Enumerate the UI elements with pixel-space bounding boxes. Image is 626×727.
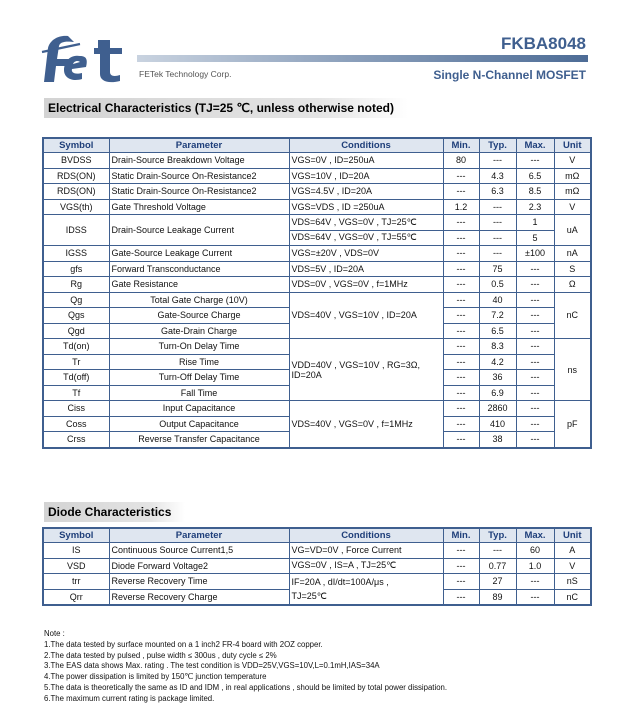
typ-cell: 6.9 xyxy=(479,385,516,401)
min-cell: --- xyxy=(443,370,479,386)
col-symbol: Symbol xyxy=(43,528,109,543)
min-cell: --- xyxy=(443,261,479,277)
conditions-cell: VDD=40V , VGS=10V , RG=3Ω, xyxy=(289,339,443,370)
typ-cell: --- xyxy=(479,246,516,262)
table-row xyxy=(43,261,591,277)
max-cell: 1 xyxy=(516,215,554,231)
col-unit: Unit xyxy=(554,138,591,153)
col-parameter: Parameter xyxy=(109,528,289,543)
unit-cell: V xyxy=(554,153,591,169)
min-cell: 1.2 xyxy=(443,199,479,215)
min-cell: --- xyxy=(443,339,479,355)
unit-cell: A xyxy=(554,543,591,559)
max-cell: 2.3 xyxy=(516,199,554,215)
typ-cell: 75 xyxy=(479,261,516,277)
note-item: 1.The data tested by surface mounted on a 1 inch2 FR-4 board with 2OZ copper. xyxy=(44,639,323,649)
table-row xyxy=(43,153,591,169)
min-cell: --- xyxy=(443,589,479,605)
company-name: FETek Technology Corp. xyxy=(139,69,232,79)
conditions-cell: ID=20A xyxy=(289,370,443,401)
max-cell: --- xyxy=(516,432,554,448)
max-cell: 60 xyxy=(516,543,554,559)
col-min: Min. xyxy=(443,528,479,543)
min-cell: --- xyxy=(443,354,479,370)
table-row xyxy=(43,370,591,386)
max-cell: --- xyxy=(516,589,554,605)
note-item: 5.The data is theoretically the same as ID and IDM , in real applications , should be limited by total power dissipation. xyxy=(44,682,448,692)
part-number: FKBA8048 xyxy=(500,34,586,53)
max-cell: --- xyxy=(516,370,554,386)
min-cell: --- xyxy=(443,574,479,590)
table-row xyxy=(43,543,591,559)
symbol-cell: RDS(ON) xyxy=(43,184,109,200)
min-cell: --- xyxy=(443,184,479,200)
parameter-cell: Turn-On Delay Time xyxy=(109,339,289,355)
parameter-cell: Turn-Off Delay Time xyxy=(109,370,289,386)
symbol-cell: IS xyxy=(43,543,109,559)
note-item: 3.The EAS data shows Max. rating . The test condition is VDD=25V,VGS=10V,L=0.1mH,IAS=34A xyxy=(44,661,380,671)
typ-cell: 4.2 xyxy=(479,354,516,370)
parameter-cell: Total Gate Charge (10V) xyxy=(109,292,289,308)
unit-cell: uA xyxy=(554,215,591,246)
conditions-cell: VG=VD=0V , Force Current xyxy=(289,543,443,559)
typ-cell: 6.5 xyxy=(479,323,516,339)
parameter-cell: Reverse Transfer Capacitance xyxy=(109,432,289,448)
min-cell: --- xyxy=(443,323,479,339)
unit-cell: nC xyxy=(554,589,591,605)
table-row xyxy=(43,246,591,262)
typ-cell: --- xyxy=(479,153,516,169)
unit-cell: nC xyxy=(554,292,591,339)
parameter-cell: Continuous Source Current1,5 xyxy=(109,543,289,559)
typ-cell: 0.5 xyxy=(479,277,516,293)
parameter-cell: Drain-Source Leakage Current xyxy=(109,215,289,246)
min-cell: --- xyxy=(443,215,479,231)
parameter-cell: Rise Time xyxy=(109,354,289,370)
max-cell: ±100 xyxy=(516,246,554,262)
unit-cell: Ω xyxy=(554,277,591,293)
col-conditions: Conditions xyxy=(289,138,443,153)
max-cell: 1.0 xyxy=(516,558,554,574)
parameter-cell: Gate-Source Charge xyxy=(109,308,289,324)
typ-cell: 89 xyxy=(479,589,516,605)
unit-cell: nA xyxy=(554,246,591,262)
min-cell: --- xyxy=(443,246,479,262)
min-cell: --- xyxy=(443,292,479,308)
symbol-cell: Ciss xyxy=(43,401,109,417)
col-max: Max. xyxy=(516,528,554,543)
symbol-cell: Coss xyxy=(43,416,109,432)
symbol-cell: gfs xyxy=(43,261,109,277)
symbol-cell: Td(off) xyxy=(43,370,109,386)
table-row xyxy=(43,292,591,308)
conditions-cell: VDS=0V , VGS=0V , f=1MHz xyxy=(289,277,443,293)
min-cell: --- xyxy=(443,558,479,574)
max-cell: --- xyxy=(516,308,554,324)
max-cell: --- xyxy=(516,574,554,590)
device-subtitle: Single N-Channel MOSFET xyxy=(433,68,586,82)
table-header-row xyxy=(43,528,591,543)
symbol-cell: Tr xyxy=(43,354,109,370)
conditions-cell: VGS=4.5V , ID=20A xyxy=(289,184,443,200)
parameter-cell: Gate Threshold Voltage xyxy=(109,199,289,215)
unit-cell: nS xyxy=(554,574,591,590)
max-cell: --- xyxy=(516,354,554,370)
max-cell: 5 xyxy=(516,230,554,246)
symbol-cell: Qrr xyxy=(43,589,109,605)
parameter-cell: Drain-Source Breakdown Voltage xyxy=(109,153,289,169)
symbol-cell: VGS(th) xyxy=(43,199,109,215)
conditions-cell: VDS=64V , VGS=0V , TJ=55℃ xyxy=(289,230,443,246)
parameter-cell: Static Drain-Source On-Resistance2 xyxy=(109,184,289,200)
parameter-cell: Diode Forward Voltage2 xyxy=(109,558,289,574)
unit-cell: V xyxy=(554,199,591,215)
table-row xyxy=(43,574,591,590)
max-cell: --- xyxy=(516,339,554,355)
typ-cell: 6.3 xyxy=(479,184,516,200)
col-parameter: Parameter xyxy=(109,138,289,153)
table-row xyxy=(43,589,591,605)
typ-cell: 0.77 xyxy=(479,558,516,574)
typ-cell: --- xyxy=(479,230,516,246)
max-cell: --- xyxy=(516,323,554,339)
conditions-cell: VDS=64V , VGS=0V , TJ=25℃ xyxy=(289,215,443,231)
table-row xyxy=(43,401,591,417)
symbol-cell: Qgd xyxy=(43,323,109,339)
col-min: Min. xyxy=(443,138,479,153)
typ-cell: --- xyxy=(479,215,516,231)
symbol-cell: trr xyxy=(43,574,109,590)
typ-cell: --- xyxy=(479,199,516,215)
parameter-cell: Output Capacitance xyxy=(109,416,289,432)
company-logo xyxy=(40,32,136,86)
min-cell: --- xyxy=(443,543,479,559)
table-row xyxy=(43,215,591,231)
notes-heading: Note : xyxy=(44,629,65,638)
electrical-section-title: Electrical Characteristics (TJ=25 ℃, unless otherwise noted) xyxy=(44,98,408,118)
table-row xyxy=(43,558,591,574)
symbol-cell: IGSS xyxy=(43,246,109,262)
symbol-cell: Qgs xyxy=(43,308,109,324)
note-item: 2.The data tested by pulsed , pulse width ≤ 300us , duty cycle ≤ 2% xyxy=(44,650,277,660)
conditions-cell: VDS=40V , VGS=0V , f=1MHz xyxy=(289,401,443,448)
conditions-cell: TJ=25℃ xyxy=(289,589,443,605)
symbol-cell: VSD xyxy=(43,558,109,574)
table-row xyxy=(43,277,591,293)
conditions-cell: VGS=±20V , VDS=0V xyxy=(289,246,443,262)
electrical-table xyxy=(42,137,592,449)
min-cell: --- xyxy=(443,168,479,184)
max-cell: --- xyxy=(516,277,554,293)
min-cell: --- xyxy=(443,416,479,432)
typ-cell: 27 xyxy=(479,574,516,590)
max-cell: 6.5 xyxy=(516,168,554,184)
col-max: Max. xyxy=(516,138,554,153)
col-unit: Unit xyxy=(554,528,591,543)
max-cell: --- xyxy=(516,401,554,417)
typ-cell: --- xyxy=(479,543,516,559)
symbol-cell: Td(on) xyxy=(43,339,109,355)
symbol-cell: Qg xyxy=(43,292,109,308)
typ-cell: 7.2 xyxy=(479,308,516,324)
conditions-cell: VGS=0V , ID=250uA xyxy=(289,153,443,169)
symbol-cell: IDSS xyxy=(43,215,109,246)
typ-cell: 4.3 xyxy=(479,168,516,184)
min-cell: --- xyxy=(443,230,479,246)
diode-table xyxy=(42,527,592,606)
unit-cell: mΩ xyxy=(554,184,591,200)
max-cell: --- xyxy=(516,416,554,432)
parameter-cell: Input Capacitance xyxy=(109,401,289,417)
symbol-cell: BVDSS xyxy=(43,153,109,169)
unit-cell: pF xyxy=(554,401,591,448)
typ-cell: 410 xyxy=(479,416,516,432)
conditions-cell: VDS=40V , VGS=10V , ID=20A xyxy=(289,292,443,339)
table-row xyxy=(43,199,591,215)
max-cell: --- xyxy=(516,261,554,277)
typ-cell: 36 xyxy=(479,370,516,386)
typ-cell: 40 xyxy=(479,292,516,308)
parameter-cell: Gate-Source Leakage Current xyxy=(109,246,289,262)
parameter-cell: Gate-Drain Charge xyxy=(109,323,289,339)
parameter-cell: Forward Transconductance xyxy=(109,261,289,277)
notes-section xyxy=(44,629,447,705)
table-row xyxy=(43,339,591,355)
note-item: 6.The maximum current rating is package limited. xyxy=(44,693,215,703)
symbol-cell: Crss xyxy=(43,432,109,448)
symbol-cell: Tf xyxy=(43,385,109,401)
conditions-cell: VGS=0V , IS=A , TJ=25℃ xyxy=(289,558,443,574)
table-row xyxy=(43,168,591,184)
max-cell: 8.5 xyxy=(516,184,554,200)
conditions-cell: VGS=10V , ID=20A xyxy=(289,168,443,184)
unit-cell: mΩ xyxy=(554,168,591,184)
diode-section-title: Diode Characteristics xyxy=(44,502,185,522)
col-conditions: Conditions xyxy=(289,528,443,543)
note-item: 4.The power dissipation is limited by 150℃ junction temperature xyxy=(44,672,267,682)
max-cell: --- xyxy=(516,385,554,401)
max-cell: --- xyxy=(516,153,554,169)
min-cell: 80 xyxy=(443,153,479,169)
typ-cell: 38 xyxy=(479,432,516,448)
conditions-cell: VDS=5V , ID=20A xyxy=(289,261,443,277)
parameter-cell: Fall Time xyxy=(109,385,289,401)
unit-cell: S xyxy=(554,261,591,277)
table-row xyxy=(43,184,591,200)
min-cell: --- xyxy=(443,308,479,324)
min-cell: --- xyxy=(443,277,479,293)
table-header-row xyxy=(43,138,591,153)
parameter-cell: Gate Resistance xyxy=(109,277,289,293)
typ-cell: 8.3 xyxy=(479,339,516,355)
min-cell: --- xyxy=(443,432,479,448)
unit-cell: ns xyxy=(554,339,591,401)
min-cell: --- xyxy=(443,401,479,417)
conditions-cell: IF=20A , dI/dt=100A/μs , xyxy=(289,574,443,590)
symbol-cell: RDS(ON) xyxy=(43,168,109,184)
conditions-cell: VGS=VDS , ID =250uA xyxy=(289,199,443,215)
unit-cell: V xyxy=(554,558,591,574)
parameter-cell: Reverse Recovery Charge xyxy=(109,589,289,605)
col-typ: Typ. xyxy=(479,528,516,543)
min-cell: --- xyxy=(443,385,479,401)
col-typ: Typ. xyxy=(479,138,516,153)
header-bar xyxy=(137,55,588,62)
max-cell: --- xyxy=(516,292,554,308)
parameter-cell: Static Drain-Source On-Resistance2 xyxy=(109,168,289,184)
parameter-cell: Reverse Recovery Time xyxy=(109,574,289,590)
symbol-cell: Rg xyxy=(43,277,109,293)
typ-cell: 2860 xyxy=(479,401,516,417)
col-symbol: Symbol xyxy=(43,138,109,153)
